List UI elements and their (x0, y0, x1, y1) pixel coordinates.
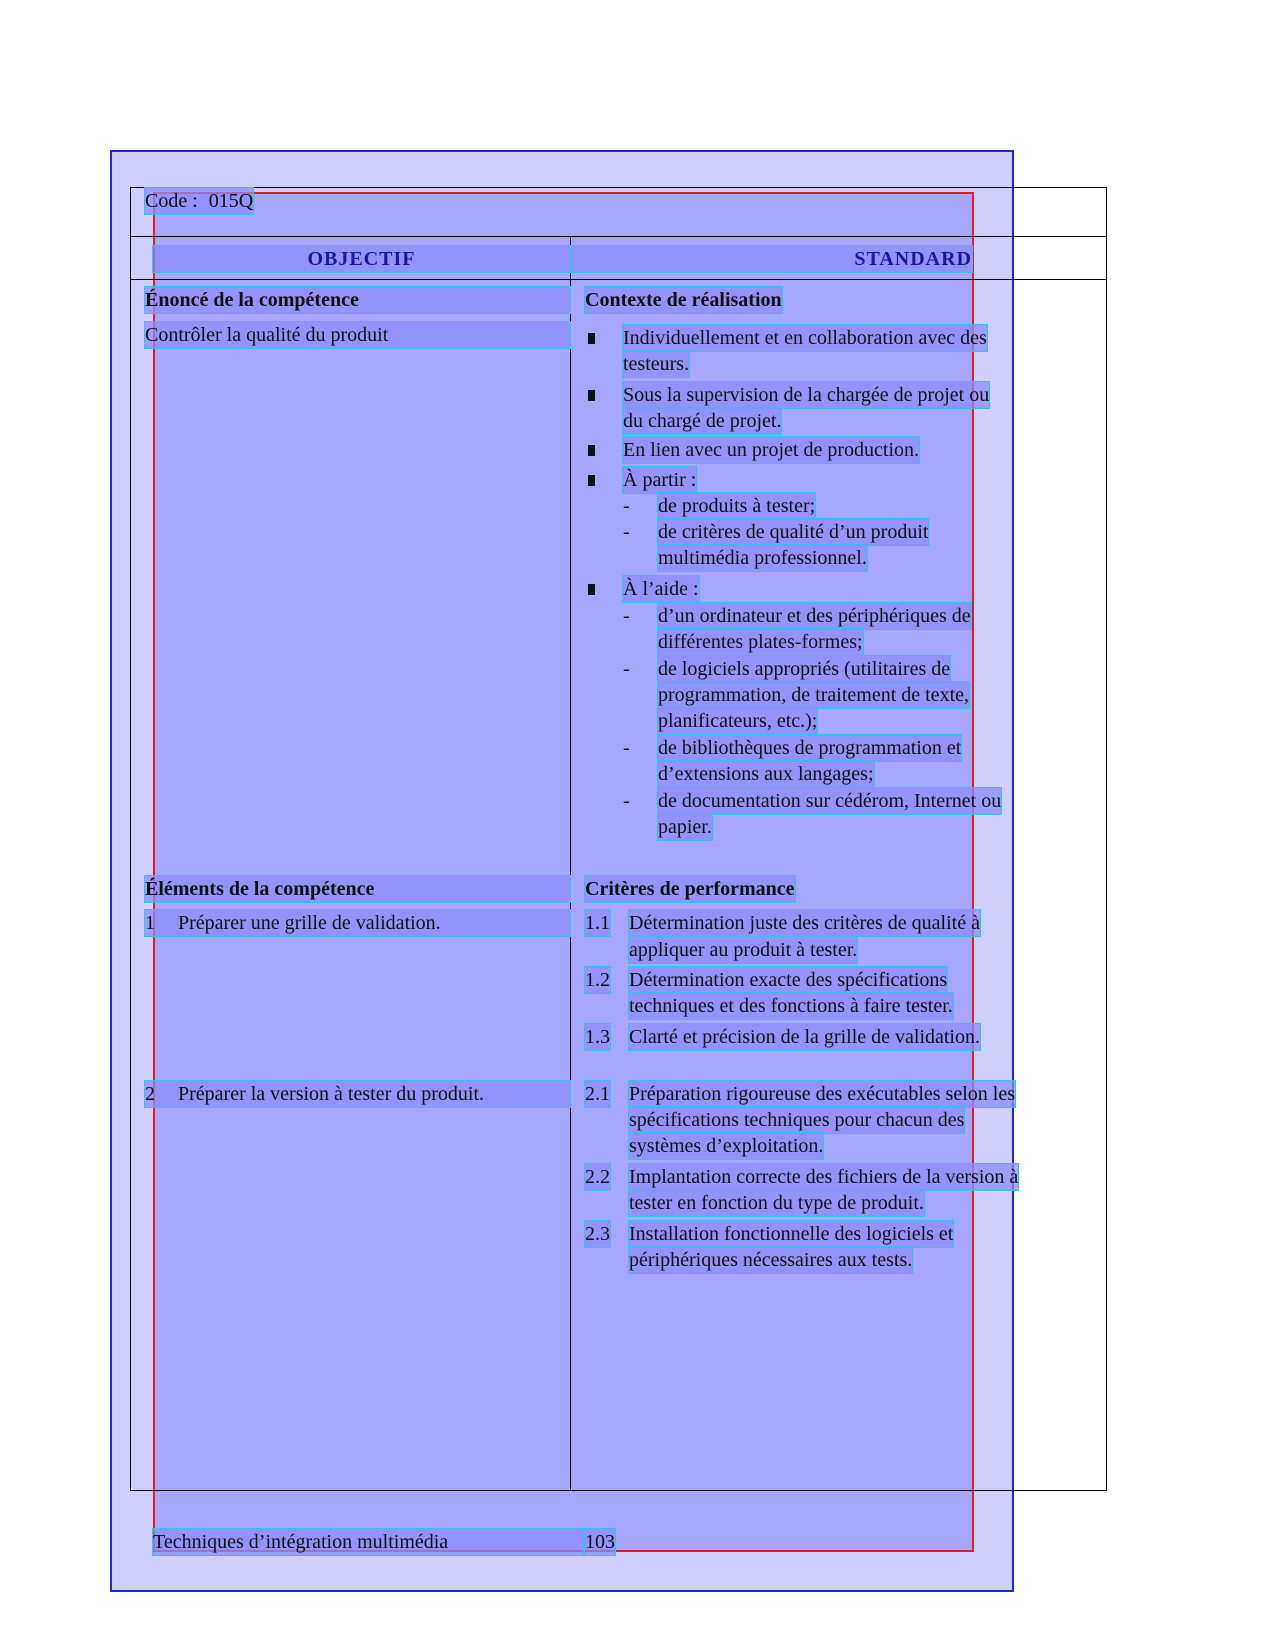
context-b5-d4-line1: de documentation sur cédérom, Internet ou (658, 790, 1002, 812)
context-b5-line1: À l’aide : (623, 578, 699, 600)
context-b4-d2-line2: multimédia professionnel. (658, 547, 867, 569)
element-1-text: Préparer une grille de validation. (178, 912, 441, 934)
criterion-1-2-line1: Détermination exacte des spécifications (629, 969, 948, 991)
criteres-heading: Critères de performance (585, 878, 795, 900)
dash-icon: - (623, 737, 630, 759)
element-1-number: 1 (145, 912, 155, 934)
context-b4-line1: À partir : (623, 469, 697, 491)
criterion-2-3-line2: périphériques nécessaires aux tests. (629, 1249, 913, 1271)
criterion-2-2-line1: Implantation correcte des fichiers de la version à (629, 1166, 1019, 1188)
criterion-1-1-line2: appliquer au produit à tester. (629, 939, 858, 961)
criterion-2-3-number: 2.3 (585, 1223, 610, 1245)
bullet-icon (588, 333, 595, 344)
competence-statement: Contrôler la qualité du produit (145, 322, 570, 348)
dash-icon: - (623, 790, 630, 812)
dash-icon: - (623, 495, 630, 517)
context-b5-d3-line1: de bibliothèques de programmation et (658, 737, 962, 759)
element-1 (145, 910, 570, 936)
table-divider-header (130, 279, 1107, 280)
element-2-number: 2 (145, 1083, 155, 1105)
objectif-heading: OBJECTIF (153, 246, 570, 272)
table-column-divider (570, 236, 571, 1490)
context-b4-d2-line1: de critères de qualité d’un produit (658, 521, 929, 543)
context-b5-d1-line2: différentes plates-formes; (658, 631, 863, 653)
criterion-2-1-line1: Préparation rigoureuse des exécutables selon les (629, 1083, 1015, 1105)
context-b5-d4-line2: papier. (658, 816, 712, 838)
bullet-icon (588, 445, 595, 456)
code-value: 015Q (208, 190, 254, 212)
dash-icon: - (623, 658, 630, 680)
context-b5-d2-line1: de logiciels appropriés (utilitaires de (658, 658, 951, 680)
context-b5-d1-line1: d’un ordinateur et des périphériques de (658, 605, 971, 627)
code-line (145, 188, 253, 214)
table-divider-top (130, 236, 1107, 237)
bullet-icon (588, 475, 595, 486)
context-b5-d2-line3: planificateurs, etc.); (658, 710, 818, 732)
context-b2-line1: Sous la supervision de la chargée de projet ou (623, 384, 990, 406)
context-b2-line2: du chargé de projet. (623, 410, 782, 432)
criterion-2-1-line2: spécifications techniques pour chacun des (629, 1109, 965, 1131)
context-b1-line2: testeurs. (623, 353, 690, 375)
bullet-icon (588, 390, 595, 401)
code-label: Code : (145, 190, 198, 212)
element-2-text: Préparer la version à tester du produit. (178, 1083, 485, 1105)
criterion-1-2-line2: techniques et des fonctions à faire tester. (629, 995, 953, 1017)
dash-icon: - (623, 605, 630, 627)
bullet-icon (588, 584, 595, 595)
enonce-heading: Énoncé de la compétence (145, 287, 570, 313)
contexte-heading: Contexte de réalisation (585, 289, 782, 311)
criterion-2-2-number: 2.2 (585, 1166, 610, 1188)
elements-heading: Éléments de la compétence (145, 876, 570, 902)
criterion-1-1-line1: Détermination juste des critères de qualité à (629, 912, 980, 934)
element-2 (145, 1081, 570, 1107)
footer-program-title: Techniques d’intégration multimédia (153, 1529, 583, 1555)
criterion-2-3-line1: Installation fonctionnelle des logiciels et (629, 1223, 954, 1245)
context-b3-line1: En lien avec un projet de production. (623, 439, 920, 461)
criterion-1-3-line1: Clarté et précision de la grille de validation. (629, 1026, 980, 1048)
standard-heading: STANDARD (572, 246, 972, 272)
context-b5-d3-line2: d’extensions aux langages; (658, 763, 874, 785)
criterion-1-3-number: 1.3 (585, 1026, 610, 1048)
context-b1-line1: Individuellement et en collaboration avec des (623, 327, 987, 349)
criterion-2-2-line2: tester en fonction du type de produit. (629, 1192, 924, 1214)
criterion-2-1-line3: systèmes d’exploitation. (629, 1135, 824, 1157)
criterion-1-1-number: 1.1 (585, 912, 610, 934)
footer-page-number: 103 (585, 1531, 615, 1553)
criterion-2-1-number: 2.1 (585, 1083, 610, 1105)
context-b5-d2-line2: programmation, de traitement de texte, (658, 684, 969, 706)
dash-icon: - (623, 521, 630, 543)
criterion-1-2-number: 1.2 (585, 969, 610, 991)
context-b4-d1: de produits à tester; (658, 495, 816, 517)
